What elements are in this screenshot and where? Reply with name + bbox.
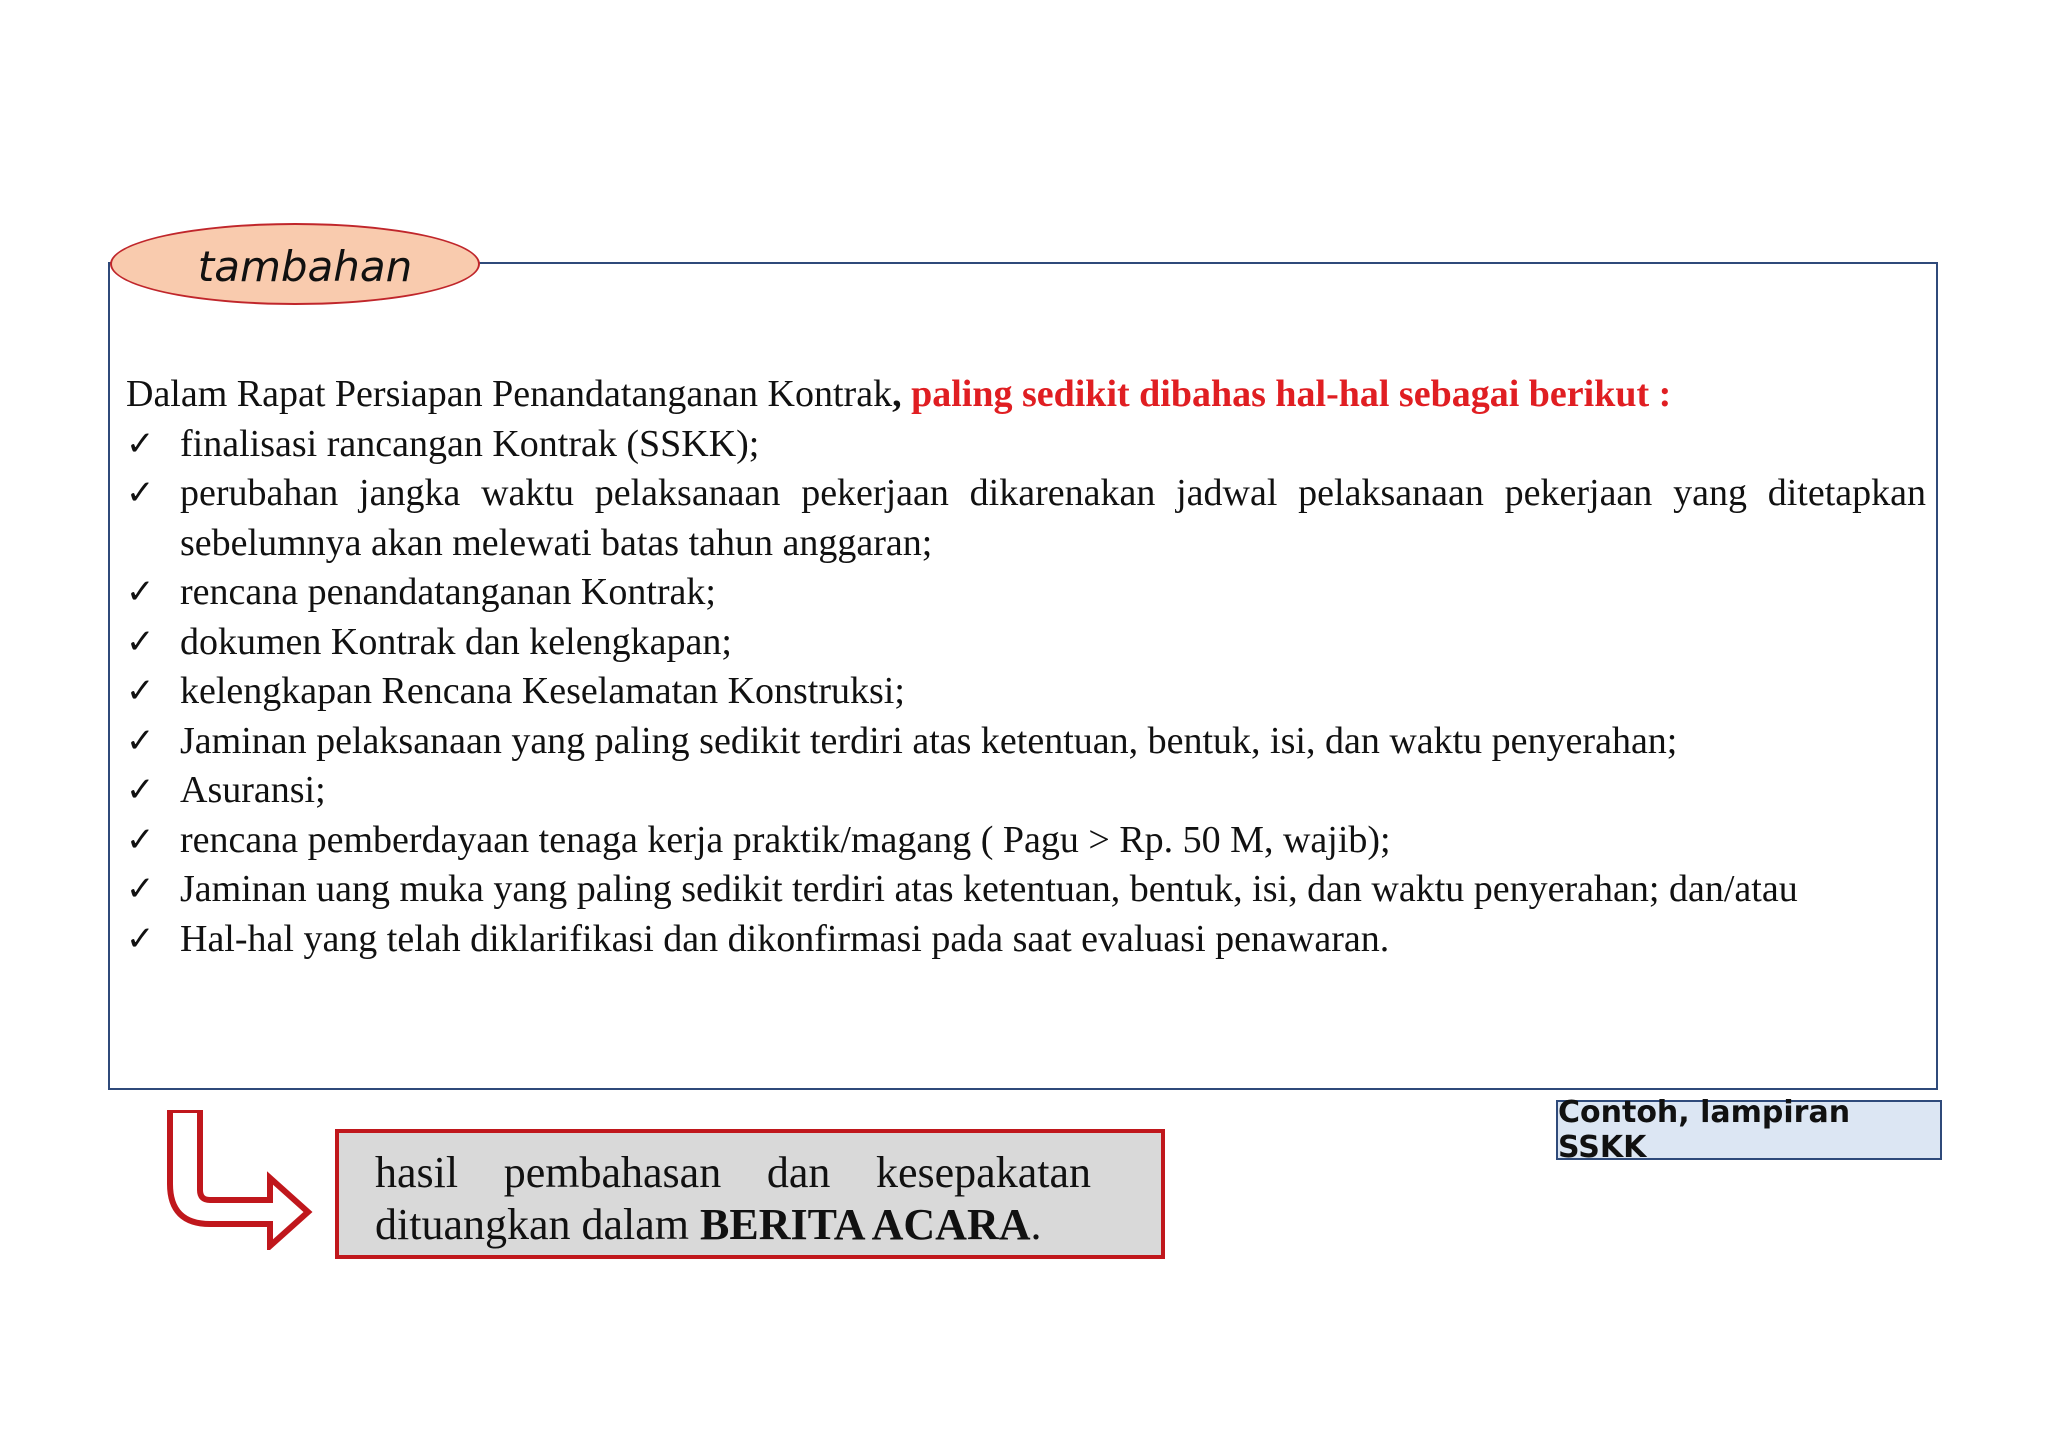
list-item-text: Jaminan uang muka yang paling sedikit terdiri atas ketentuan, bentuk, isi, dan waktu penyerahan; dan/atau: [180, 868, 1798, 910]
result-line-2-prefix: dituangkan dalam: [375, 1200, 701, 1249]
check-mark-icon: ✓: [126, 770, 155, 810]
list-item: [126, 915, 1926, 965]
tag-oval: [110, 223, 480, 305]
result-callout: [335, 1129, 1165, 1259]
list-item-text: finalisasi rancangan Kontrak (SSKK);: [180, 422, 760, 465]
check-mark-icon: ✓: [126, 473, 155, 513]
reference-label: Contoh, lampiran SSKK: [1558, 1095, 1851, 1165]
intro-comma: ,: [892, 373, 902, 415]
check-mark-icon: ✓: [126, 918, 155, 959]
list-item-text: Asuransi;: [180, 769, 326, 811]
check-mark-icon: ✓: [126, 869, 155, 909]
list-item: [126, 865, 1926, 915]
check-mark-icon: ✓: [126, 671, 155, 711]
content-body: [126, 370, 1926, 964]
check-mark-icon: ✓: [126, 720, 155, 761]
result-line-2: [375, 1199, 1091, 1251]
list-item-text: rencana penandatanganan Kontrak;: [180, 571, 716, 613]
list-item-text: Jaminan pelaksanaan yang paling sedikit terdiri atas ketentuan, bentuk, isi, dan waktu penyerahan;: [180, 719, 1678, 762]
list-item: [126, 420, 1926, 470]
list-item-text: Hal-hal yang telah diklarifikasi dan dikonfirmasi pada saat evaluasi penawaran.: [180, 917, 1390, 960]
list-item-text: rencana pemberdayaan tenaga kerja praktik/magang ( Pagu > Rp. 50 M, wajib);: [180, 818, 1391, 861]
list-item: [126, 667, 1926, 717]
checklist: [126, 420, 1926, 965]
intro-lead: Dalam Rapat Persiapan Penandatanganan Kontrak: [126, 373, 893, 415]
list-item-text: dokumen Kontrak dan kelengkapan;: [180, 620, 732, 663]
list-item: [126, 618, 1926, 668]
list-item: [126, 717, 1926, 767]
list-item: [126, 469, 1926, 568]
list-item-text: perubahan jangka waktu pelaksanaan pekerjaan dikarenakan jadwal pelaksanaan pekerjaan yang ditetapkan sebelumnya akan melewati batas tahun anggaran;: [180, 472, 1926, 564]
result-line-2-suffix: .: [1030, 1200, 1042, 1249]
list-item-text: kelengkapan Rencana Keselamatan Konstruksi;: [180, 670, 905, 712]
list-item: [126, 766, 1926, 816]
check-mark-icon: ✓: [126, 423, 155, 464]
check-mark-icon: ✓: [126, 819, 155, 860]
intro-line: [126, 370, 1926, 420]
tag-label: tambahan: [197, 241, 413, 291]
check-mark-icon: ✓: [126, 621, 155, 662]
list-item: [126, 568, 1926, 618]
reference-note: [1556, 1095, 1942, 1165]
intro-highlight: paling sedikit dibahas hal-hal sebagai berikut :: [901, 373, 1672, 415]
list-item: [126, 816, 1926, 866]
check-mark-icon: ✓: [126, 572, 155, 612]
result-line-2-bold: BERITA ACARA: [700, 1200, 1031, 1249]
result-line-1: hasil pembahasan dan kesepakatan: [375, 1148, 1091, 1197]
bent-arrow-right-icon: [160, 1110, 320, 1250]
